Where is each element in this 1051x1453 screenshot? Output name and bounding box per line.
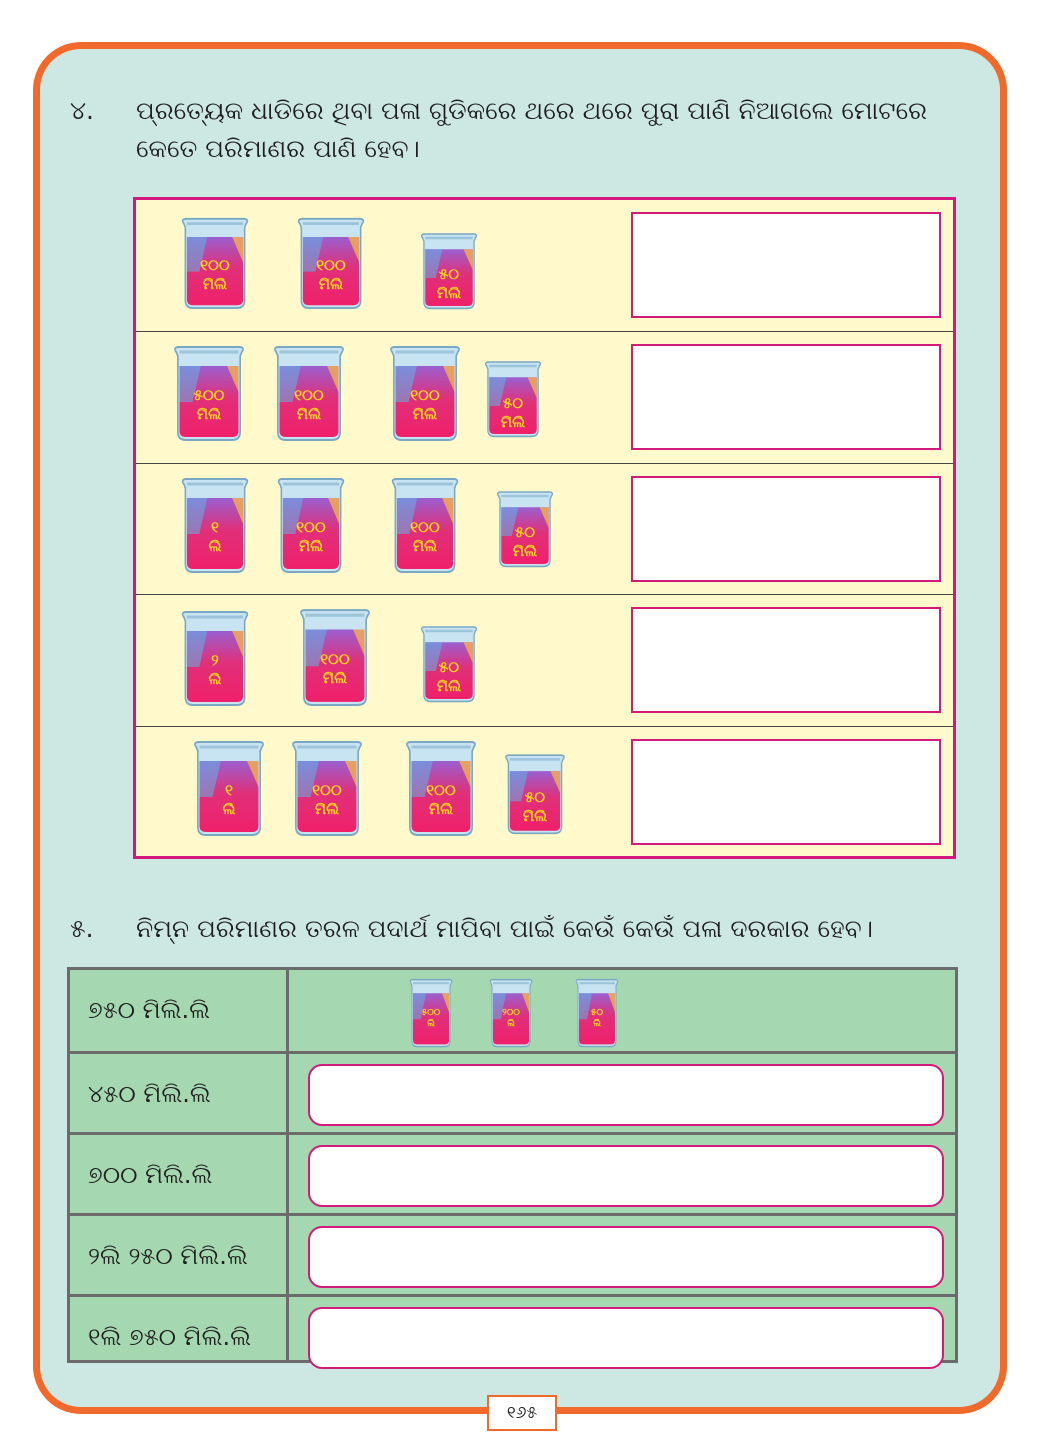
beaker-unit: ମିଲି [522, 806, 548, 825]
beaker-unit: ମିଲି [428, 799, 454, 818]
answer-field[interactable] [308, 1145, 944, 1207]
beaker-unit: ମିଲି [318, 275, 344, 294]
question-4-text: ପ୍ରତ୍ୟେକ ଧାଡିରେ ଥିବା ପଳା ଗୁଡିକରେ ଥରେ ଥରେ ପୁରା ପାଣି ନିଆଗଲେ ମୋଟରେ କେତେ ପରିମାଣର ପାଣି ହେବ। [136, 96, 928, 163]
beaker-amount: ୧ [225, 780, 233, 799]
beaker-amount: ୧୦୦ [200, 256, 230, 275]
beaker-amount: ୧୦୦ [320, 650, 350, 669]
beaker-row [136, 594, 953, 725]
beaker [492, 488, 558, 568]
beaker-amount: ୧୦୦ [426, 780, 456, 799]
beaker-row [136, 463, 953, 594]
beaker [386, 474, 464, 574]
quantity-label: ୪୫୦ ମିଲି.ଲି [88, 1080, 211, 1108]
beaker-amount: ୧୦୦ [294, 386, 324, 405]
question-4-number: ୪. [70, 96, 94, 125]
beaker-amount: ୧୦୦ [410, 386, 440, 405]
beaker-unit: ମିଲି [322, 669, 348, 688]
beaker-unit: ମିଲି [500, 412, 526, 431]
measure-row [70, 970, 955, 1050]
answer-box[interactable] [631, 739, 941, 845]
quantity-label: ୨ଲି ୨୫୦ ମିଲି.ଲି [88, 1242, 248, 1270]
answer-box[interactable] [631, 212, 941, 318]
beaker-amount: ୫୦ [524, 787, 546, 806]
measure-row [70, 1294, 955, 1372]
question-5-text: ନିମ୍ନ ପରିମାଣର ତରଳ ପଦାର୍ଥ ମାପିବା ପାଇଁ କେଉଁ କେଉଁ ପଳା ଦରକାର ହେବ। [136, 914, 873, 943]
answer-box[interactable] [631, 344, 941, 450]
quantity-label: ୭୫୦ ମିଲି.ଲି [88, 996, 211, 1024]
measure-row [70, 1051, 955, 1129]
answer-box[interactable] [631, 607, 941, 713]
answer-field[interactable] [308, 1307, 944, 1369]
beaker [400, 737, 482, 837]
beaker [416, 230, 482, 310]
beaker-unit: ମିଲି [412, 405, 438, 424]
beaker-unit: ମିଲି [196, 405, 222, 424]
beaker-unit: ମିଲି [436, 284, 462, 303]
page-number: ୧୬୫ [487, 1395, 557, 1431]
beaker-sum-table [133, 197, 956, 859]
beaker-unit: ଲି [427, 1018, 435, 1029]
beaker [176, 607, 254, 707]
beaker-unit: ଲି [208, 536, 222, 555]
beaker-amount: ୧୦୦ [410, 517, 440, 536]
quantity-label: ୭୦୦ ମିଲି.ଲି [88, 1161, 213, 1189]
beaker-amount: ୧୦୦ [316, 256, 346, 275]
beaker [268, 342, 350, 442]
beaker-unit: ମିଲି [202, 275, 228, 294]
measure-row [70, 1132, 955, 1210]
beaker [176, 214, 254, 310]
beaker [272, 474, 350, 574]
beaker-unit: ଲି [208, 670, 222, 689]
example-beaker [486, 976, 536, 1048]
measure-row [70, 1213, 955, 1291]
beaker [416, 623, 482, 703]
beaker-unit: ମିଲି [298, 536, 324, 555]
beaker [292, 214, 370, 310]
question-5-number: ୫. [70, 914, 94, 943]
beaker [480, 358, 546, 438]
beaker-amount: ୫୦୦ [421, 1007, 441, 1018]
beaker [176, 474, 254, 574]
beaker-amount: ୧୦୦ [296, 517, 326, 536]
beaker-amount: ୫୦ [514, 522, 536, 541]
example-beaker [406, 976, 456, 1048]
beaker-unit: ଲି [222, 799, 236, 818]
beaker [384, 342, 466, 442]
measure-table [67, 967, 958, 1363]
beaker [168, 342, 250, 442]
beaker-amount: ୫୦ [502, 393, 524, 412]
beaker-amount: ୫୦ [438, 265, 460, 284]
beaker-amount: ୧ [211, 517, 219, 536]
beaker [294, 605, 376, 707]
beaker-amount: ୫୦ [590, 1007, 604, 1018]
answer-field[interactable] [308, 1226, 944, 1288]
beaker [188, 737, 270, 837]
beaker-amount: ୨ [211, 651, 219, 670]
example-beaker [572, 976, 622, 1048]
beaker-unit: ମିଲି [314, 799, 340, 818]
beaker [286, 737, 368, 837]
beaker-row [136, 726, 953, 857]
beaker-unit: ମିଲି [436, 677, 462, 696]
beaker-amount: ୫୦୦ [193, 386, 225, 405]
beaker-row [136, 200, 953, 331]
beaker-row [136, 331, 953, 462]
beaker-unit: ମିଲି [412, 536, 438, 555]
beaker-unit: ମିଲି [296, 405, 322, 424]
beaker-amount: ୧୦୦ [312, 780, 342, 799]
quantity-label: ୧ଲି ୭୫୦ ମିଲି.ଲି [88, 1323, 252, 1351]
beaker-unit: ଲି [507, 1018, 515, 1029]
beaker [500, 751, 570, 835]
beaker-amount: ୫୦ [438, 658, 460, 677]
beaker-unit: ମିଲି [512, 541, 538, 560]
answer-field[interactable] [308, 1064, 944, 1126]
beaker-unit: ଲି [593, 1018, 601, 1029]
beaker-amount: ୨୦୦ [502, 1007, 520, 1018]
answer-box[interactable] [631, 476, 941, 582]
